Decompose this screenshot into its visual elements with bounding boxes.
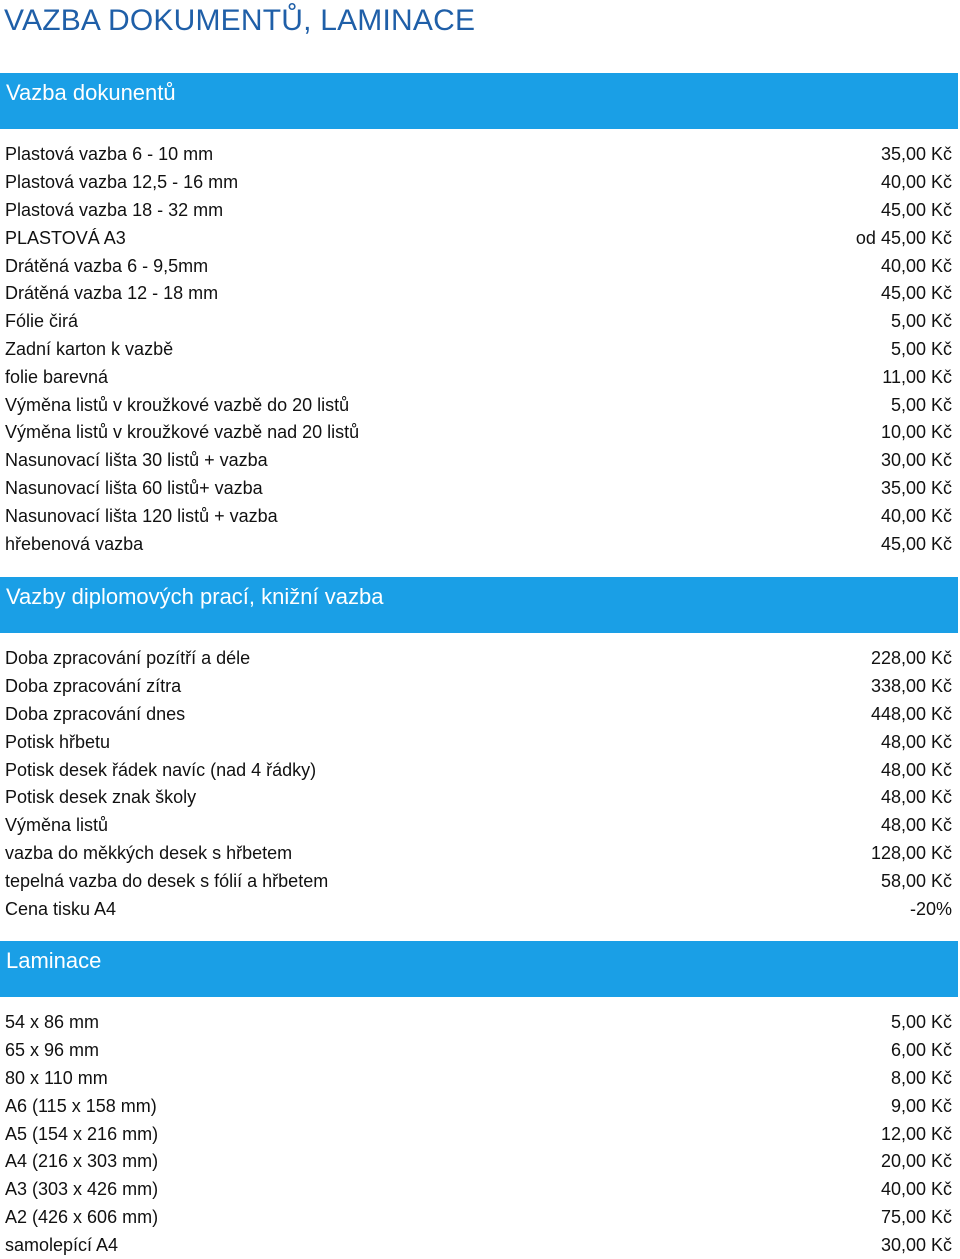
item-label: Plastová vazba 18 - 32 mm [5, 199, 224, 220]
item-price: 5,00 Kč [890, 394, 952, 415]
item-price: 48,00 Kč [880, 787, 952, 808]
item-label: Výměna listů [5, 815, 109, 836]
price-row [0, 812, 958, 840]
item-price: 5,00 Kč [890, 1012, 952, 1033]
price-row [0, 280, 958, 308]
price-row [0, 224, 958, 252]
item-price: 48,00 Kč [880, 759, 952, 780]
item-price: 40,00 Kč [880, 255, 952, 276]
price-row [0, 1120, 958, 1148]
price-row [0, 1148, 958, 1176]
item-price: 35,00 Kč [880, 477, 952, 498]
item-label: vazba do měkkých desek s hřbetem [5, 842, 293, 863]
price-row [0, 363, 958, 391]
item-price: 75,00 Kč [880, 1206, 952, 1227]
item-label: Nasunovací lišta 120 listů + vazba [5, 505, 278, 526]
item-label: hřebenová vazba [5, 533, 144, 554]
item-label: Nasunovací lišta 60 listů+ vazba [5, 477, 263, 498]
price-row [0, 784, 958, 812]
item-label: Doba zpracování pozítří a déle [5, 648, 251, 669]
section-heading: Vazba dokunentů [0, 73, 958, 129]
item-price: 448,00 Kč [870, 703, 952, 724]
price-row [0, 252, 958, 280]
price-row [0, 895, 958, 923]
section-vazba-dokumentu [0, 73, 958, 558]
price-row [0, 1009, 958, 1037]
section-heading: Vazby diplomových prací, knižní vazba [0, 577, 958, 633]
item-label: PLASTOVÁ A3 [5, 227, 126, 248]
price-row [0, 475, 958, 503]
price-row [0, 391, 958, 419]
item-label: Drátěná vazba 6 - 9,5mm [5, 255, 209, 276]
item-label: Drátěná vazba 12 - 18 mm [5, 283, 219, 304]
item-price: 58,00 Kč [880, 870, 952, 891]
item-label: A3 (303 x 426 mm) [5, 1179, 159, 1200]
item-label: Výměna listů v kroužkové vazbě do 20 listů [5, 394, 350, 415]
item-price: od 45,00 Kč [855, 227, 952, 248]
item-label: 65 x 96 mm [5, 1040, 100, 1061]
item-label: 54 x 86 mm [5, 1012, 100, 1033]
item-label: A5 (154 x 216 mm) [5, 1123, 159, 1144]
item-label: tepelná vazba do desek s fólií a hřbetem [5, 870, 329, 891]
item-price: 30,00 Kč [880, 1234, 952, 1255]
price-row [0, 756, 958, 784]
price-row [0, 1176, 958, 1204]
price-row [0, 1204, 958, 1232]
price-row [0, 1065, 958, 1093]
item-price: 35,00 Kč [880, 144, 952, 165]
price-row [0, 141, 958, 169]
item-label: A2 (426 x 606 mm) [5, 1206, 159, 1227]
item-price: 10,00 Kč [880, 422, 952, 443]
price-rows [0, 129, 958, 558]
item-price: 45,00 Kč [880, 533, 952, 554]
item-label: folie barevná [5, 366, 109, 387]
item-price: 338,00 Kč [870, 676, 952, 697]
price-row [0, 419, 958, 447]
item-label: Potisk hřbetu [5, 731, 111, 752]
section-laminace [0, 941, 958, 1259]
price-row [0, 645, 958, 673]
item-label: Doba zpracování zítra [5, 676, 182, 697]
item-label: samolepící A4 [5, 1234, 119, 1255]
price-row [0, 840, 958, 868]
item-label: Plastová vazba 12,5 - 16 mm [5, 172, 239, 193]
price-row [0, 1092, 958, 1120]
section-heading: Laminace [0, 941, 958, 997]
price-rows [0, 633, 958, 923]
item-price: 30,00 Kč [880, 450, 952, 471]
price-row [0, 1037, 958, 1065]
item-price: -20% [909, 898, 952, 919]
item-label: Plastová vazba 6 - 10 mm [5, 144, 214, 165]
item-price: 11,00 Kč [882, 366, 952, 387]
item-price: 20,00 Kč [880, 1151, 952, 1172]
item-price: 45,00 Kč [880, 199, 952, 220]
item-price: 12,00 Kč [880, 1123, 952, 1144]
item-price: 5,00 Kč [890, 311, 952, 332]
price-row [0, 308, 958, 336]
price-row [0, 728, 958, 756]
item-price: 228,00 Kč [870, 648, 952, 669]
price-row [0, 447, 958, 475]
item-price: 45,00 Kč [880, 283, 952, 304]
item-price: 9,00 Kč [890, 1095, 952, 1116]
price-row [0, 169, 958, 197]
item-label: Potisk desek znak školy [5, 787, 197, 808]
price-row [0, 1231, 958, 1259]
price-row [0, 502, 958, 530]
page-title: VAZBA DOKUMENTŮ, LAMINACE [4, 4, 476, 37]
item-label: Výměna listů v kroužkové vazbě nad 20 listů [5, 422, 360, 443]
item-label: 80 x 110 mm [5, 1067, 108, 1088]
price-row [0, 701, 958, 729]
price-row [0, 867, 958, 895]
section-vazby-diplomovych-praci [0, 577, 958, 923]
item-label: Doba zpracování dnes [5, 703, 186, 724]
price-row [0, 530, 958, 558]
item-label: Cena tisku A4 [5, 898, 117, 919]
item-label: Nasunovací lišta 30 listů + vazba [5, 450, 268, 471]
price-row [0, 673, 958, 701]
item-price: 6,00 Kč [890, 1040, 952, 1061]
item-price: 40,00 Kč [880, 1179, 952, 1200]
item-price: 128,00 Kč [870, 842, 952, 863]
item-price: 8,00 Kč [890, 1067, 952, 1088]
item-label: Fólie čirá [5, 311, 79, 332]
item-label: Zadní karton k vazbě [5, 338, 174, 359]
item-label: Potisk desek řádek navíc (nad 4 řádky) [5, 759, 317, 780]
item-price: 48,00 Kč [880, 815, 952, 836]
price-row [0, 336, 958, 364]
item-price: 40,00 Kč [880, 172, 952, 193]
item-label: A6 (115 x 158 mm) [5, 1095, 157, 1116]
price-rows [0, 997, 958, 1259]
item-price: 48,00 Kč [880, 731, 952, 752]
price-row [0, 197, 958, 225]
item-price: 40,00 Kč [880, 505, 952, 526]
item-price: 5,00 Kč [890, 338, 952, 359]
item-label: A4 (216 x 303 mm) [5, 1151, 159, 1172]
